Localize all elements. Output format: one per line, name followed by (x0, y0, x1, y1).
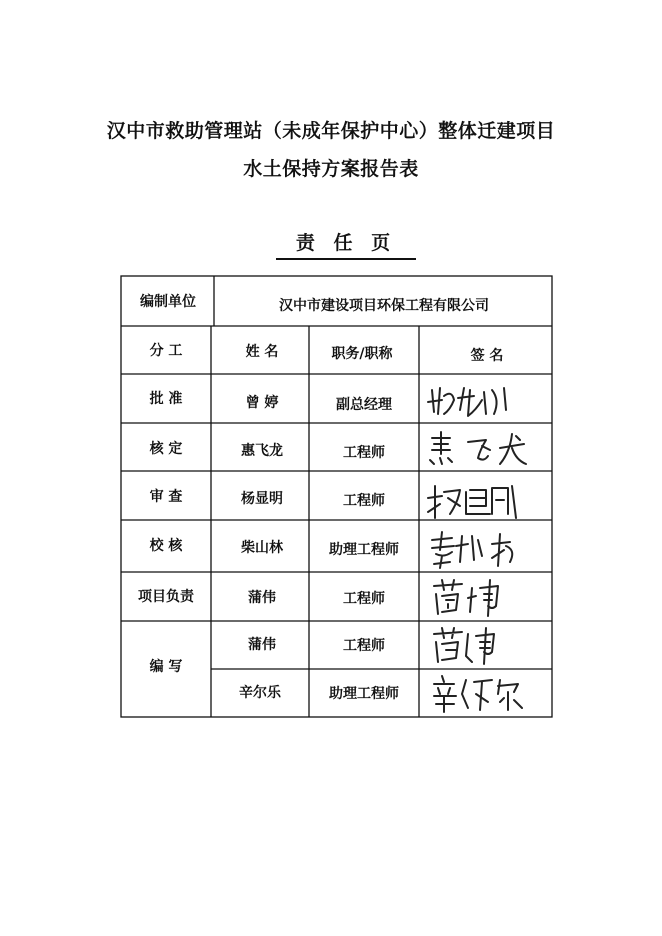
row-position: 工程师 (343, 591, 385, 607)
row-position: 副总经理 (336, 397, 392, 413)
row-position: 工程师 (343, 445, 385, 461)
signature-4 (426, 526, 536, 572)
signature-1 (424, 380, 534, 420)
row-role: 项目负责 (138, 589, 194, 605)
writer-name: 蒲伟 (248, 637, 276, 653)
signature-7 (428, 672, 538, 714)
row-position: 工程师 (343, 493, 385, 509)
row-name: 柴山林 (241, 540, 283, 556)
document-title-line1: 汉中市救助管理站（未成年保护中心）整体迁建项目 (106, 120, 556, 142)
col-header-signature: 签 名 (470, 348, 504, 364)
signature-2 (424, 428, 534, 470)
writer-position: 助理工程师 (329, 686, 399, 702)
row-position: 助理工程师 (329, 542, 399, 558)
org-label: 编制单位 (140, 294, 196, 310)
row-name: 曾 婷 (245, 395, 279, 411)
row-role: 校 核 (149, 538, 183, 554)
row-name: 惠飞龙 (241, 443, 283, 459)
row-role: 核 定 (149, 441, 183, 457)
col-header-position: 职务/职称 (331, 346, 393, 362)
row-role: 批 准 (149, 391, 183, 407)
writers-role: 编 写 (149, 659, 183, 675)
page-title: 责 任 页 (276, 228, 416, 260)
row-name: 杨显明 (241, 491, 283, 507)
row-role: 审 查 (149, 489, 183, 505)
signature-5 (428, 576, 528, 620)
col-header-name: 姓 名 (245, 344, 279, 360)
col-header-role: 分 工 (149, 343, 183, 359)
signature-3 (424, 478, 534, 524)
document-title-line2: 水土保持方案报告表 (243, 158, 419, 180)
row-name: 蒲伟 (248, 590, 276, 606)
org-value: 汉中市建设项目环保工程有限公司 (279, 298, 489, 314)
writer-name: 辛尔乐 (239, 685, 281, 701)
writer-position: 工程师 (343, 638, 385, 654)
signature-6 (428, 624, 528, 668)
